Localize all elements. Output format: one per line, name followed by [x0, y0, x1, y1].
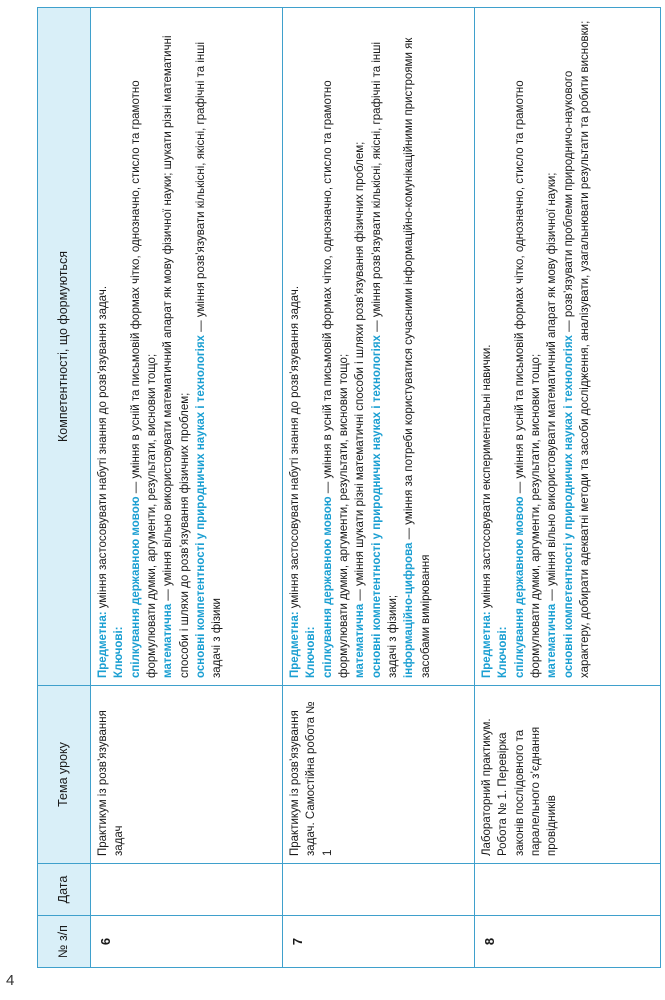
row-topic: Практикум із розв’язування задач: [91, 686, 283, 864]
row-date: [283, 864, 475, 916]
row-topic: Лабораторний практикум. Робота № 1. Перевірка законів послідовного та паралельного з’єднання провідників: [475, 686, 661, 864]
subject-competency: [287, 15, 303, 678]
table-row: [283, 8, 475, 968]
row-competencies: [475, 8, 661, 686]
language-text: — уміння в усній та письмовій формах чітко, однозначно, стисло та грамотно формулювати думки, аргументи, результати, висновки тощо;: [321, 80, 350, 678]
header-topic: Тема уроку: [38, 686, 91, 864]
math-label: математична: [162, 603, 175, 678]
language-label: спілкування державною мовою: [129, 496, 142, 678]
row-number: 7: [283, 916, 475, 968]
math-competency: [544, 15, 560, 678]
math-label: математична: [354, 603, 367, 678]
row-number: 8: [475, 916, 661, 968]
lesson-plan-table-container: [37, 8, 661, 968]
language-text: — уміння в усній та письмовій формах чітко, однозначно, стисло та грамотно формулювати думки, аргументи, результати, висновки тощо;: [129, 80, 158, 678]
science-competency: [561, 15, 594, 678]
subject-label: Предметна:: [97, 611, 109, 678]
subject-label: Предметна:: [481, 611, 493, 678]
math-competency: [160, 15, 193, 678]
subject-text: уміння застосовувати експериментальні навички.: [481, 344, 493, 612]
language-competency: [512, 15, 545, 678]
science-text: — уміння розв’язувати кількісні, якісні, графічні та інші задачі з фізики: [194, 41, 224, 678]
language-label: спілкування державною мовою: [321, 496, 334, 678]
subject-text: уміння застосовувати набуті знання до розв’язування задач.: [97, 285, 109, 612]
info-digital-label: інформаційно-цифрова: [403, 542, 416, 678]
science-text: — розв’язувати проблеми природничо-наукового характеру, добирати адекватні методи та засоби дослідження, аналізувати, узагальнювати результати та робити висновки;: [562, 20, 591, 678]
math-label: математична: [546, 603, 559, 678]
subject-text: уміння застосовувати набуті знання до розв’язування задач.: [289, 285, 301, 612]
row-date: [91, 864, 283, 916]
row-date: [475, 864, 661, 916]
row-number: 6: [91, 916, 283, 968]
row-competencies: [91, 8, 283, 686]
language-label: спілкування державною мовою: [513, 496, 526, 678]
math-text: — уміння вільно використовувати математичний апарат як мову фізичної науки;: [546, 172, 559, 604]
key-competencies-label: Ключові:: [305, 626, 318, 678]
info-digital-competency: [401, 15, 434, 678]
header-competencies: Компетентності, що формуються: [38, 8, 91, 686]
header-num: № з/п: [38, 916, 91, 968]
key-competencies-label: Ключові:: [497, 626, 510, 678]
subject-competency: [95, 15, 111, 678]
language-competency: [320, 15, 353, 678]
key-competencies-label: Ключові:: [113, 626, 126, 678]
science-label: основні компетентності у природничих науках і технологіях: [194, 335, 207, 678]
row-competencies: [283, 8, 475, 686]
header-date: Дата: [38, 864, 91, 916]
subject-label: Предметна:: [289, 611, 301, 678]
table-row: [475, 8, 661, 968]
science-label: основні компетентності у природничих науках і технологіях: [370, 335, 383, 678]
science-competency: [369, 15, 402, 678]
table-row: [91, 8, 283, 968]
math-text: — уміння шукати різні математичні способи і шляхи розв’язування фізичних проблем;: [354, 141, 367, 604]
science-text: — уміння розв’язувати кількісні, якісні, графічні та інші задачі з фізики;: [370, 41, 399, 678]
science-label: основні компетентності у природничих науках і технологіях: [562, 335, 575, 678]
lesson-plan-table: [37, 7, 661, 968]
info-digital-text: — уміння за потреби користуватися сучасними інформаційно-комунікаційними пристроями як засобами вимірювання: [403, 37, 432, 678]
math-text: — уміння вільно використовувати математичний апарат як мову фізичної науки; шукати різні математичні способи і шляхи до розв’язування фізичних проблем;: [162, 35, 191, 678]
row-topic: Практикум із розв’язування задач. Самостійна робота № 1: [283, 686, 475, 864]
language-competency: [128, 15, 161, 678]
subject-competency: [479, 15, 495, 678]
language-text: — уміння в усній та письмовій формах чітко, однозначно, стисло та грамотно формулювати думки, аргументи, результати, висновки тощо;: [513, 80, 542, 678]
math-competency: [352, 15, 368, 678]
page-number: 4: [6, 972, 15, 989]
science-competency: [193, 15, 226, 678]
table-header-row: [38, 8, 91, 968]
